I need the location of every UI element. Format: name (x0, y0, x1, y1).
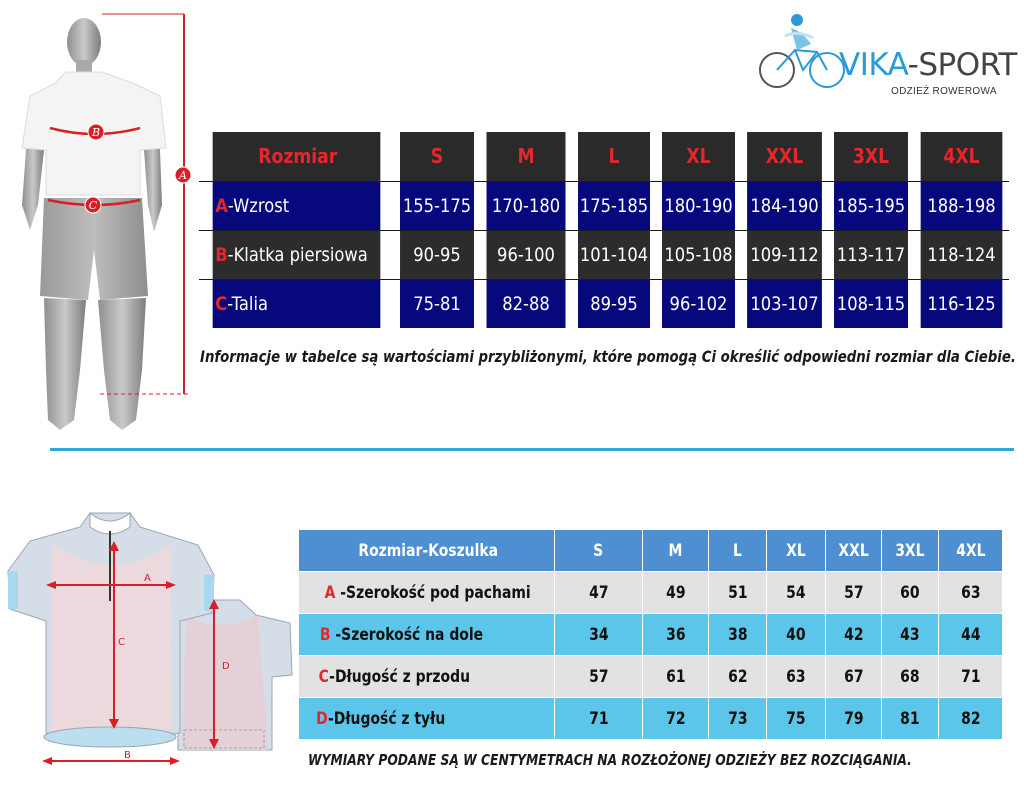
table-row (199, 230, 1009, 279)
svg-text:B: B (124, 750, 131, 761)
table-row (299, 656, 1003, 698)
table-row (199, 279, 1009, 328)
table-cell: 63 (767, 656, 826, 698)
shirt-table-note: WYMIARY PODANE SĄ W CENTYMETRACH NA ROZŁOŻONEJ ODZIEŻY BEZ ROZCIĄGANIA. (308, 751, 912, 769)
table-cell: 60 (882, 572, 939, 614)
table-cell: 42 (826, 614, 882, 656)
table-cell: 116-125 (921, 279, 1003, 328)
svg-text:A: A (144, 573, 151, 584)
table-row (299, 698, 1003, 740)
table-header-row (299, 530, 1003, 572)
svg-text:D: D (222, 661, 230, 672)
svg-text:C: C (118, 637, 125, 648)
header-cell: M (643, 530, 709, 572)
logo-tagline: ODZIEŻ ROWEROWA (891, 86, 997, 97)
table-cell: 71 (555, 698, 643, 740)
shirt-size-table (299, 530, 1003, 740)
header-cell: L (578, 132, 650, 181)
table-cell: 71 (939, 656, 1003, 698)
table-cell: 75-81 (400, 279, 474, 328)
table-cell: 185-195 (834, 181, 908, 230)
header-cell: L (709, 530, 767, 572)
table-cell: 103-107 (747, 279, 822, 328)
table-cell: 57 (555, 656, 643, 698)
header-cell: S (555, 530, 643, 572)
svg-text:C: C (88, 199, 98, 212)
table-cell: 96-100 (486, 230, 565, 279)
table-cell: 38 (709, 614, 767, 656)
row-label: B-Klatka piersiowa (213, 230, 381, 279)
table-cell: 44 (939, 614, 1003, 656)
header-cell: Rozmiar-Koszulka (299, 530, 555, 572)
table-cell: 108-115 (834, 279, 908, 328)
table-cell: 49 (643, 572, 709, 614)
table-cell: 82 (939, 698, 1003, 740)
mannequin-figure (0, 0, 200, 440)
table-cell: 34 (555, 614, 643, 656)
table-cell: 101-104 (578, 230, 650, 279)
table-cell: 96-102 (662, 279, 735, 328)
table-cell: 73 (709, 698, 767, 740)
header-cell: 4XL (921, 132, 1003, 181)
row-label: A-Wzrost (213, 181, 381, 230)
body-table-note: Informacje w tabelce są wartościami przybliżonymi, które pomogą Ci określić odpowiedni rozmiar dla Ciebie. (200, 347, 1016, 366)
header-cell: XL (767, 530, 826, 572)
table-cell: 54 (767, 572, 826, 614)
table-cell: 155-175 (400, 181, 474, 230)
table-cell: 170-180 (486, 181, 565, 230)
table-cell: 81 (882, 698, 939, 740)
header-cell: Rozmiar (213, 132, 381, 181)
table-row (299, 614, 1003, 656)
row-label: B -Szerokość na dole (299, 614, 555, 656)
header-cell: XL (662, 132, 735, 181)
table-row (299, 572, 1003, 614)
row-label: D-Długość z tyłu (299, 698, 555, 740)
header-cell: M (486, 132, 565, 181)
table-cell: 175-185 (578, 181, 650, 230)
table-cell: 47 (555, 572, 643, 614)
table-cell: 75 (767, 698, 826, 740)
table-cell: 188-198 (921, 181, 1003, 230)
header-cell: S (400, 132, 474, 181)
table-cell: 82-88 (486, 279, 565, 328)
row-label: C-Długość z przodu (299, 656, 555, 698)
table-cell: 62 (709, 656, 767, 698)
table-header-row (199, 132, 1009, 181)
body-size-table (199, 132, 1009, 328)
table-cell: 184-190 (747, 181, 822, 230)
row-label: C-Talia (213, 279, 381, 328)
header-cell: 4XL (939, 530, 1003, 572)
jersey-diagram (0, 505, 300, 775)
table-cell: 68 (882, 656, 939, 698)
table-cell: 61 (643, 656, 709, 698)
table-cell: 57 (826, 572, 882, 614)
header-cell: XXL (826, 530, 882, 572)
logo (755, 10, 1015, 105)
table-cell: 109-112 (747, 230, 822, 279)
table-cell: 79 (826, 698, 882, 740)
cyclist-icon (755, 10, 845, 100)
table-cell: 89-95 (578, 279, 650, 328)
table-cell: 67 (826, 656, 882, 698)
svg-text:A: A (179, 169, 187, 182)
table-cell: 180-190 (662, 181, 735, 230)
header-cell: 3XL (834, 132, 908, 181)
header-cell: XXL (747, 132, 822, 181)
table-cell: 43 (882, 614, 939, 656)
row-label: A -Szerokość pod pachami (299, 572, 555, 614)
header-cell: 3XL (882, 530, 939, 572)
table-cell: 90-95 (400, 230, 474, 279)
table-cell: 63 (939, 572, 1003, 614)
table-cell: 51 (709, 572, 767, 614)
svg-text:B: B (91, 126, 101, 139)
table-cell: 36 (643, 614, 709, 656)
table-cell: 105-108 (662, 230, 735, 279)
table-cell: 118-124 (921, 230, 1003, 279)
table-cell: 113-117 (834, 230, 908, 279)
table-cell: 72 (643, 698, 709, 740)
logo-brand: VIKA-SPORT (839, 47, 1017, 83)
section-divider (50, 448, 1014, 451)
table-row (199, 181, 1009, 230)
table-cell: 40 (767, 614, 826, 656)
